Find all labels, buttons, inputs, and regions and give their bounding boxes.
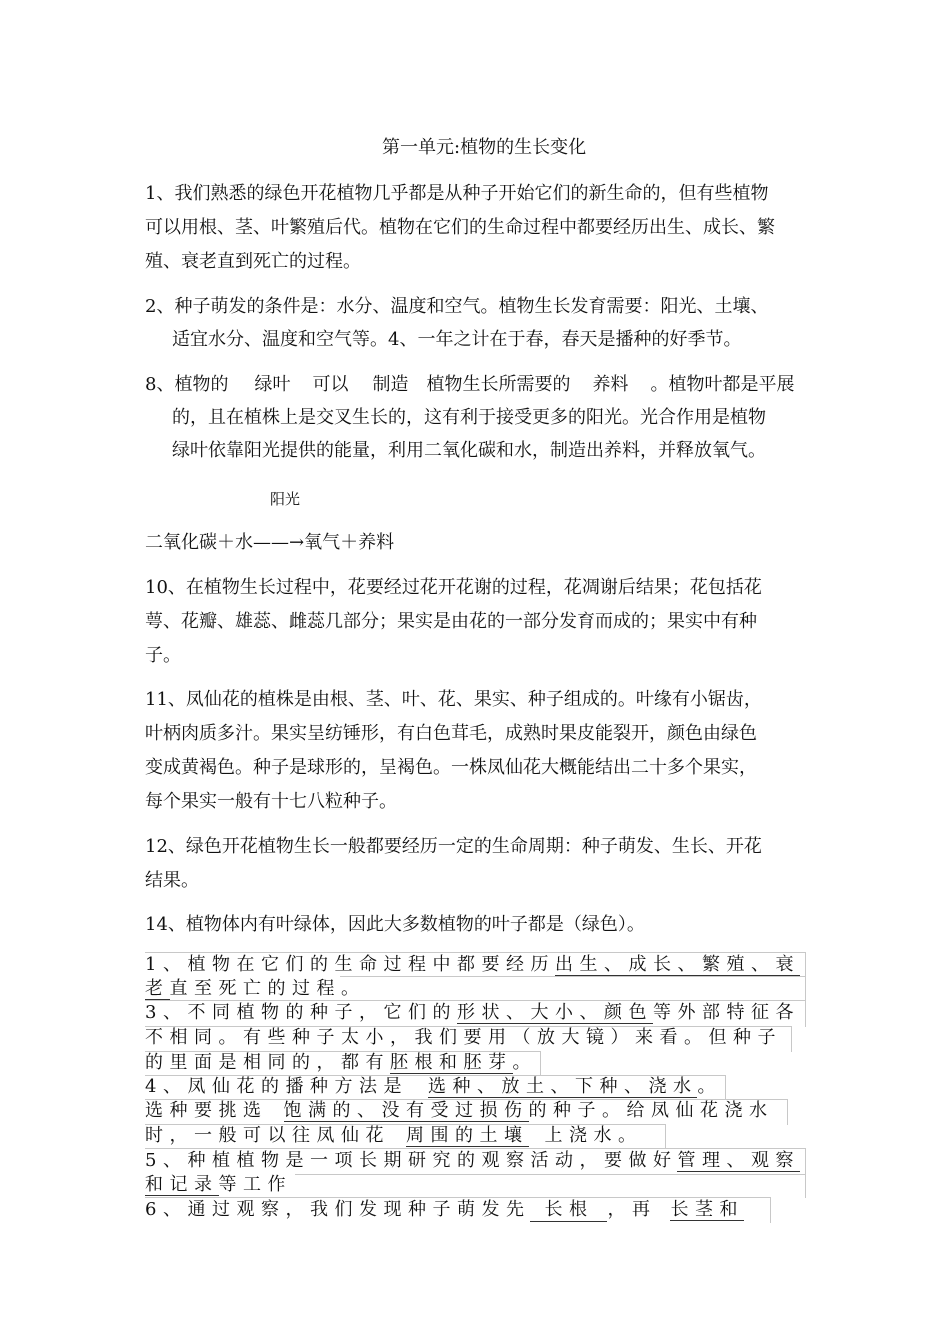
quiz-4-line-3	[145, 1125, 643, 1147]
quiz-1-text: 1、植物在它们的生命过程中都要经历	[145, 954, 555, 975]
quiz-6-text: 6、通过观察，我们发现种子萌发先	[145, 1199, 531, 1220]
quiz-3-text-b: 等外部特征各	[652, 1002, 800, 1023]
quiz-4-answer-3: 周围的土壤	[406, 1125, 529, 1146]
quiz-1-line-1	[145, 954, 800, 976]
paragraph-11-line-3: 变成黄褐色。种子是球形的，呈褐色。一株凤仙花大概能结出二十多个果实，	[145, 757, 757, 778]
quiz-4-answer: 选种、放土、下种、浇水	[427, 1076, 698, 1097]
quiz-frame-2	[340, 976, 806, 1000]
quiz-3-line-2: 不相同。有些种子太小，我们要用（放大镜）来看。但种子	[145, 1027, 782, 1048]
paragraph-14: 14、植物体内有叶绿体，因此大多数植物的叶子都是（绿色）。	[145, 914, 645, 935]
quiz-1-answer: 出生、成长、繁殖、衰	[554, 954, 800, 975]
p8-text-c: 可以	[312, 374, 349, 395]
quiz-6-line-1	[145, 1199, 744, 1222]
paragraph-12-line-2: 结果。	[145, 870, 199, 891]
paragraph-8-line-2: 的，且在植株上是交叉生长的，这有利于接受更多的阳光。光合作用是植物	[172, 407, 766, 428]
p8-text-a: 8、植物的	[145, 374, 229, 395]
formula-equation: 二氧化碳＋水——→氧气＋养料	[145, 532, 395, 553]
quiz-4-line-1	[145, 1076, 722, 1098]
formula-condition: 阳光	[270, 490, 301, 508]
quiz-3-line-1	[145, 1002, 800, 1024]
p8-text-d: 制造	[372, 374, 409, 395]
quiz-3-answer: 形状、大小、颜色	[456, 1002, 653, 1023]
paragraph-10-line-1: 10、在植物生长过程中，花要经过花开花谢的过程，花凋谢后结果；花包括花	[145, 577, 762, 598]
quiz-6-text-b: ，再	[607, 1199, 657, 1220]
quiz-1-line-2	[145, 978, 366, 1000]
paragraph-8-line-1	[145, 374, 794, 396]
quiz-4-text-f: 上浇水。	[544, 1125, 643, 1146]
quiz-5-line-1	[145, 1150, 800, 1172]
quiz-4-answer-2: 饱满的、没有受过损伤	[283, 1100, 529, 1121]
paragraph-10-line-3: 子。	[145, 645, 181, 666]
paragraph-2-line-1: 2、种子萌发的条件是：水分、温度和空气。植物生长发育需要：阳光、土壤、	[145, 296, 769, 317]
paragraph-11-line-4: 每个果实一般有十七八粒种子。	[145, 791, 397, 812]
p8-text-b: 绿叶	[254, 374, 291, 395]
quiz-5-line-2	[145, 1174, 292, 1196]
quiz-3-text: 3、不同植物的种子，它们的	[145, 1002, 457, 1023]
quiz-3-line-3	[145, 1052, 537, 1074]
paragraph-1-line-2: 可以用根、茎、叶繁殖后代。植物在它们的生命过程中都要经历出生、成长、繁	[145, 217, 775, 238]
paragraph-1-line-1: 1、我们熟悉的绿色开花植物几乎都是从种子开始它们的新生命的，但有些植物	[145, 183, 769, 204]
p8-text-f: 养料	[592, 374, 629, 395]
quiz-5-answer: 管理、观察	[677, 1150, 800, 1171]
paragraph-10-line-2: 萼、花瓣、雄蕊、雌蕊几部分；果实是由花的一部分发育而成的；果实中有种	[145, 611, 757, 632]
quiz-4-line-2	[145, 1100, 774, 1122]
paragraph-8-line-3: 绿叶依靠阳光提供的能量，利用二氧化碳和水，制造出养料，并释放氧气。	[172, 440, 766, 461]
p8-text-e: 植物生长所需要的	[426, 374, 571, 395]
paragraph-11-line-2: 叶柄肉质多汁。果实呈纺锤形，有白色茸毛，成熟时果皮能裂开，颜色由绿色	[145, 723, 757, 744]
quiz-3-text-c: 的里面是相同的，都有	[145, 1052, 390, 1073]
quiz-4-text-b: 。	[697, 1076, 722, 1097]
quiz-1-text-end: 直至死亡的过程。	[169, 978, 366, 999]
paragraph-2-line-2: 适宜水分、温度和空气等。4、一年之计在于春，春天是播种的好季节。	[172, 329, 742, 350]
quiz-1-answer-cont: 老	[145, 978, 170, 999]
p8-text-g: 。植物叶都是平展	[650, 374, 795, 395]
quiz-3-answer-2: 胚根和胚芽	[390, 1052, 513, 1073]
quiz-5-text: 5、种植植物是一项长期研究的观察活动，要做好	[145, 1150, 678, 1171]
quiz-6-answer: 长根	[530, 1199, 607, 1222]
quiz-4-text-e: 时，一般可以往凤仙花	[145, 1125, 390, 1146]
quiz-4-text-c: 选种要挑选	[145, 1100, 268, 1121]
paragraph-11-line-1: 11、凤仙花的植株是由根、茎、叶、花、果实、种子组成的。叶缘有小锯齿，	[145, 689, 762, 710]
quiz-4-text-d: 的种子。给凤仙花浇水	[528, 1100, 774, 1121]
paragraph-1-line-3: 殖、衰老直到死亡的过程。	[145, 251, 361, 272]
quiz-frame-10	[295, 1174, 806, 1198]
page-title: 第一单元:植物的生长变化	[382, 137, 587, 158]
quiz-5-text-b: 等工作	[218, 1174, 292, 1195]
quiz-5-answer-2: 和记录	[145, 1174, 219, 1195]
paragraph-12-line-1: 12、绿色开花植物生长一般都要经历一定的生命周期：种子萌发、生长、开花	[145, 836, 762, 857]
quiz-4-text: 4、凤仙花的播种方法是	[145, 1076, 408, 1097]
quiz-6-answer-2: 长茎和	[670, 1199, 744, 1220]
quiz-3-text-d: 。	[512, 1052, 537, 1073]
